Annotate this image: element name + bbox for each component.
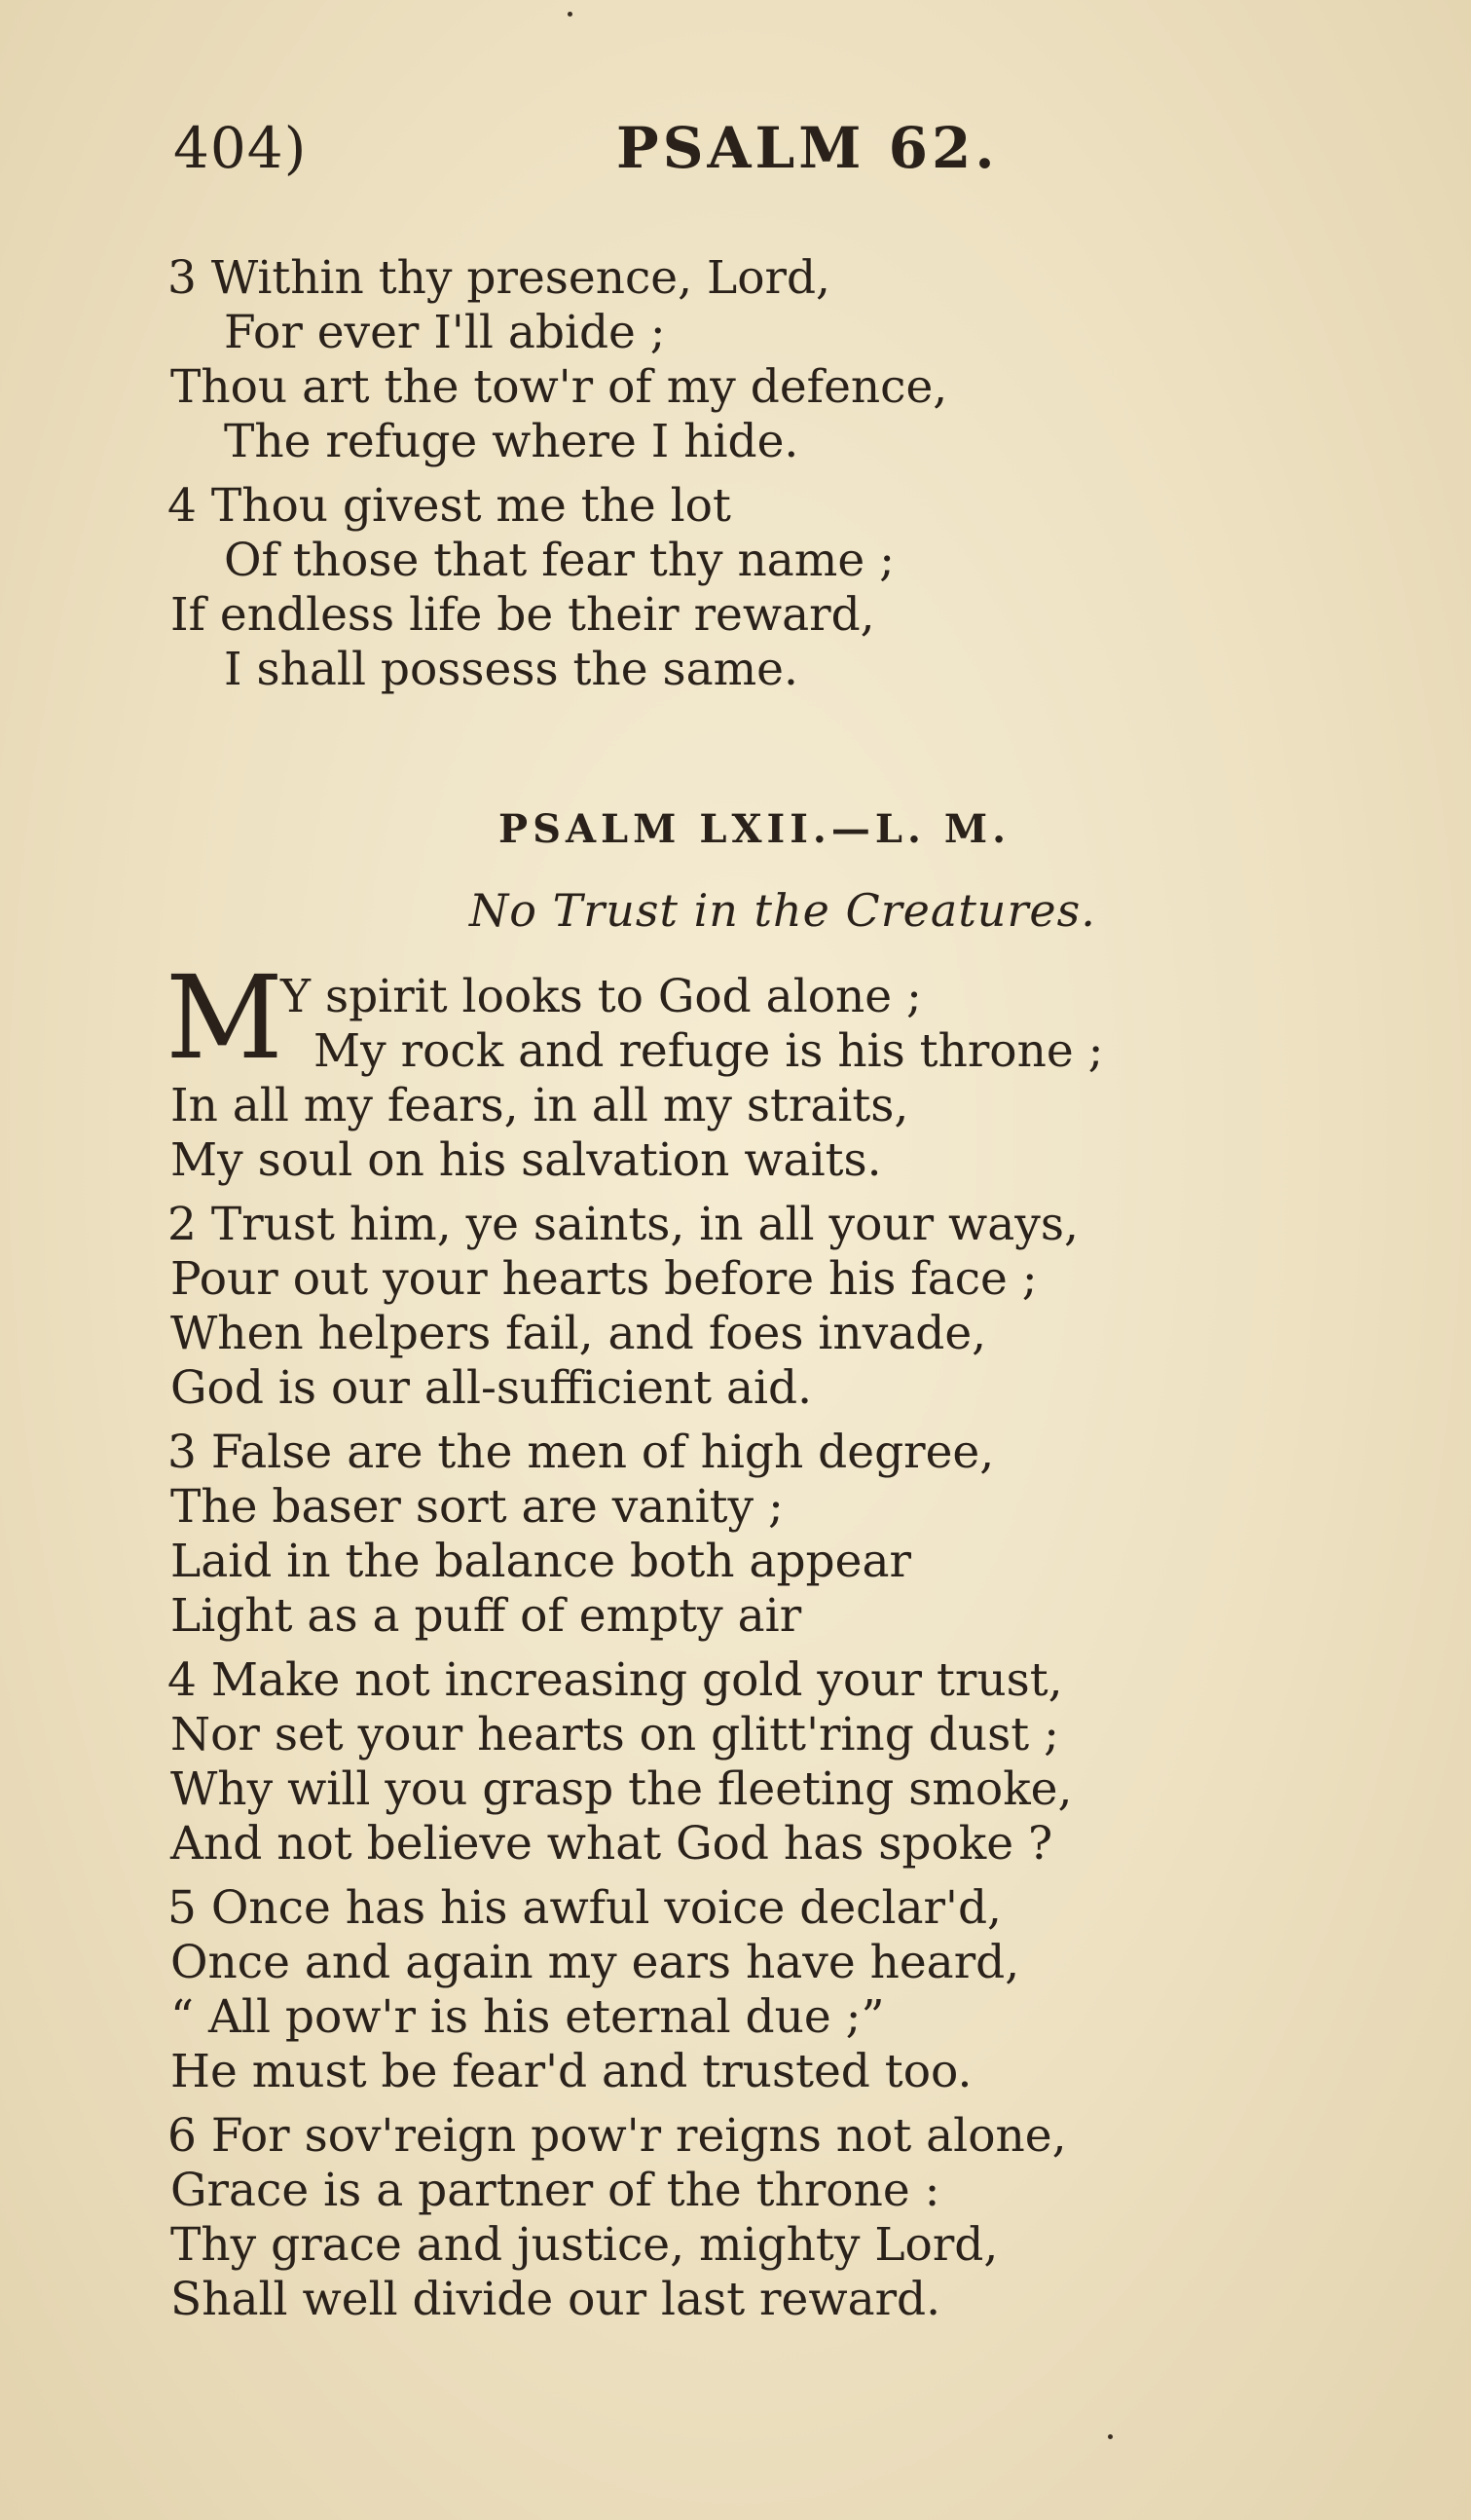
verse-line: Shall well divide our last reward. (170, 2273, 941, 2326)
verse-line: Light as a puff of empty air (170, 1589, 802, 1643)
verse-line: God is our all-sufficient aid. (170, 1361, 813, 1415)
verse-line: Thou art the tow'r of my defence, (170, 360, 948, 414)
ink-speck (568, 12, 572, 17)
verse-line: If endless life be their reward, (170, 588, 875, 642)
verse-line: Once and again my ears have heard, (170, 1936, 1020, 1989)
verse-line: 6 For sov'reign pow'r reigns not alone, (167, 2109, 1067, 2163)
page-header (173, 115, 1030, 193)
verse-line: Of those that fear thy name ; (224, 534, 895, 587)
verse-line: In all my fears, in all my straits, (170, 1079, 909, 1132)
verse-line: And not believe what God has spoke ? (170, 1817, 1053, 1871)
ink-speck (1108, 2434, 1113, 2439)
verse-line: For ever I'll abide ; (224, 306, 666, 359)
verse-line: Laid in the balance both appear (170, 1535, 911, 1588)
verse-line: 3 False are the men of high degree, (167, 1426, 995, 1479)
psalm-title: PSALM LXII.—L. M. (498, 806, 1011, 852)
verse-line: Why will you grasp the fleeting smoke, (170, 1762, 1073, 1816)
verse-line: Y spirit looks to God alone ; (280, 970, 922, 1023)
verse-line: “ All pow'r is his eternal due ;” (170, 1990, 885, 2044)
verse-line: 3 Within thy presence, Lord, (167, 251, 830, 305)
page-number: 404) (173, 115, 308, 181)
verse-line: Pour out your hearts before his face ; (170, 1252, 1038, 1306)
verse-line: Thy grace and justice, mighty Lord, (170, 2218, 999, 2272)
verse-line: My rock and refuge is his throne ; (313, 1024, 1104, 1078)
verse-line: The refuge where I hide. (224, 415, 799, 468)
verse-line: When helpers fail, and foes invade, (170, 1307, 987, 1360)
verse-line: I shall possess the same. (224, 643, 798, 696)
verse-line: Nor set your hearts on glitt'ring dust ; (170, 1708, 1059, 1761)
verse-line: 4 Make not increasing gold your trust, (167, 1653, 1063, 1707)
verse-line: 4 Thou givest me the lot (167, 479, 731, 533)
verse-line: The baser sort are vanity ; (170, 1480, 784, 1534)
verse-line: My soul on his salvation waits. (170, 1133, 882, 1187)
psalm-subtitle: No Trust in the Creatures. (469, 884, 1096, 937)
running-head: PSALM 62. (616, 115, 999, 181)
verse-line: He must be fear'd and trusted too. (170, 2045, 973, 2098)
verse-line: 2 Trust him, ye saints, in all your ways, (167, 1198, 1079, 1251)
drop-cap: M (165, 950, 283, 1085)
verse-line: 5 Once has his awful voice declar'd, (167, 1881, 1002, 1935)
verse-line: Grace is a partner of the throne : (170, 2164, 940, 2217)
